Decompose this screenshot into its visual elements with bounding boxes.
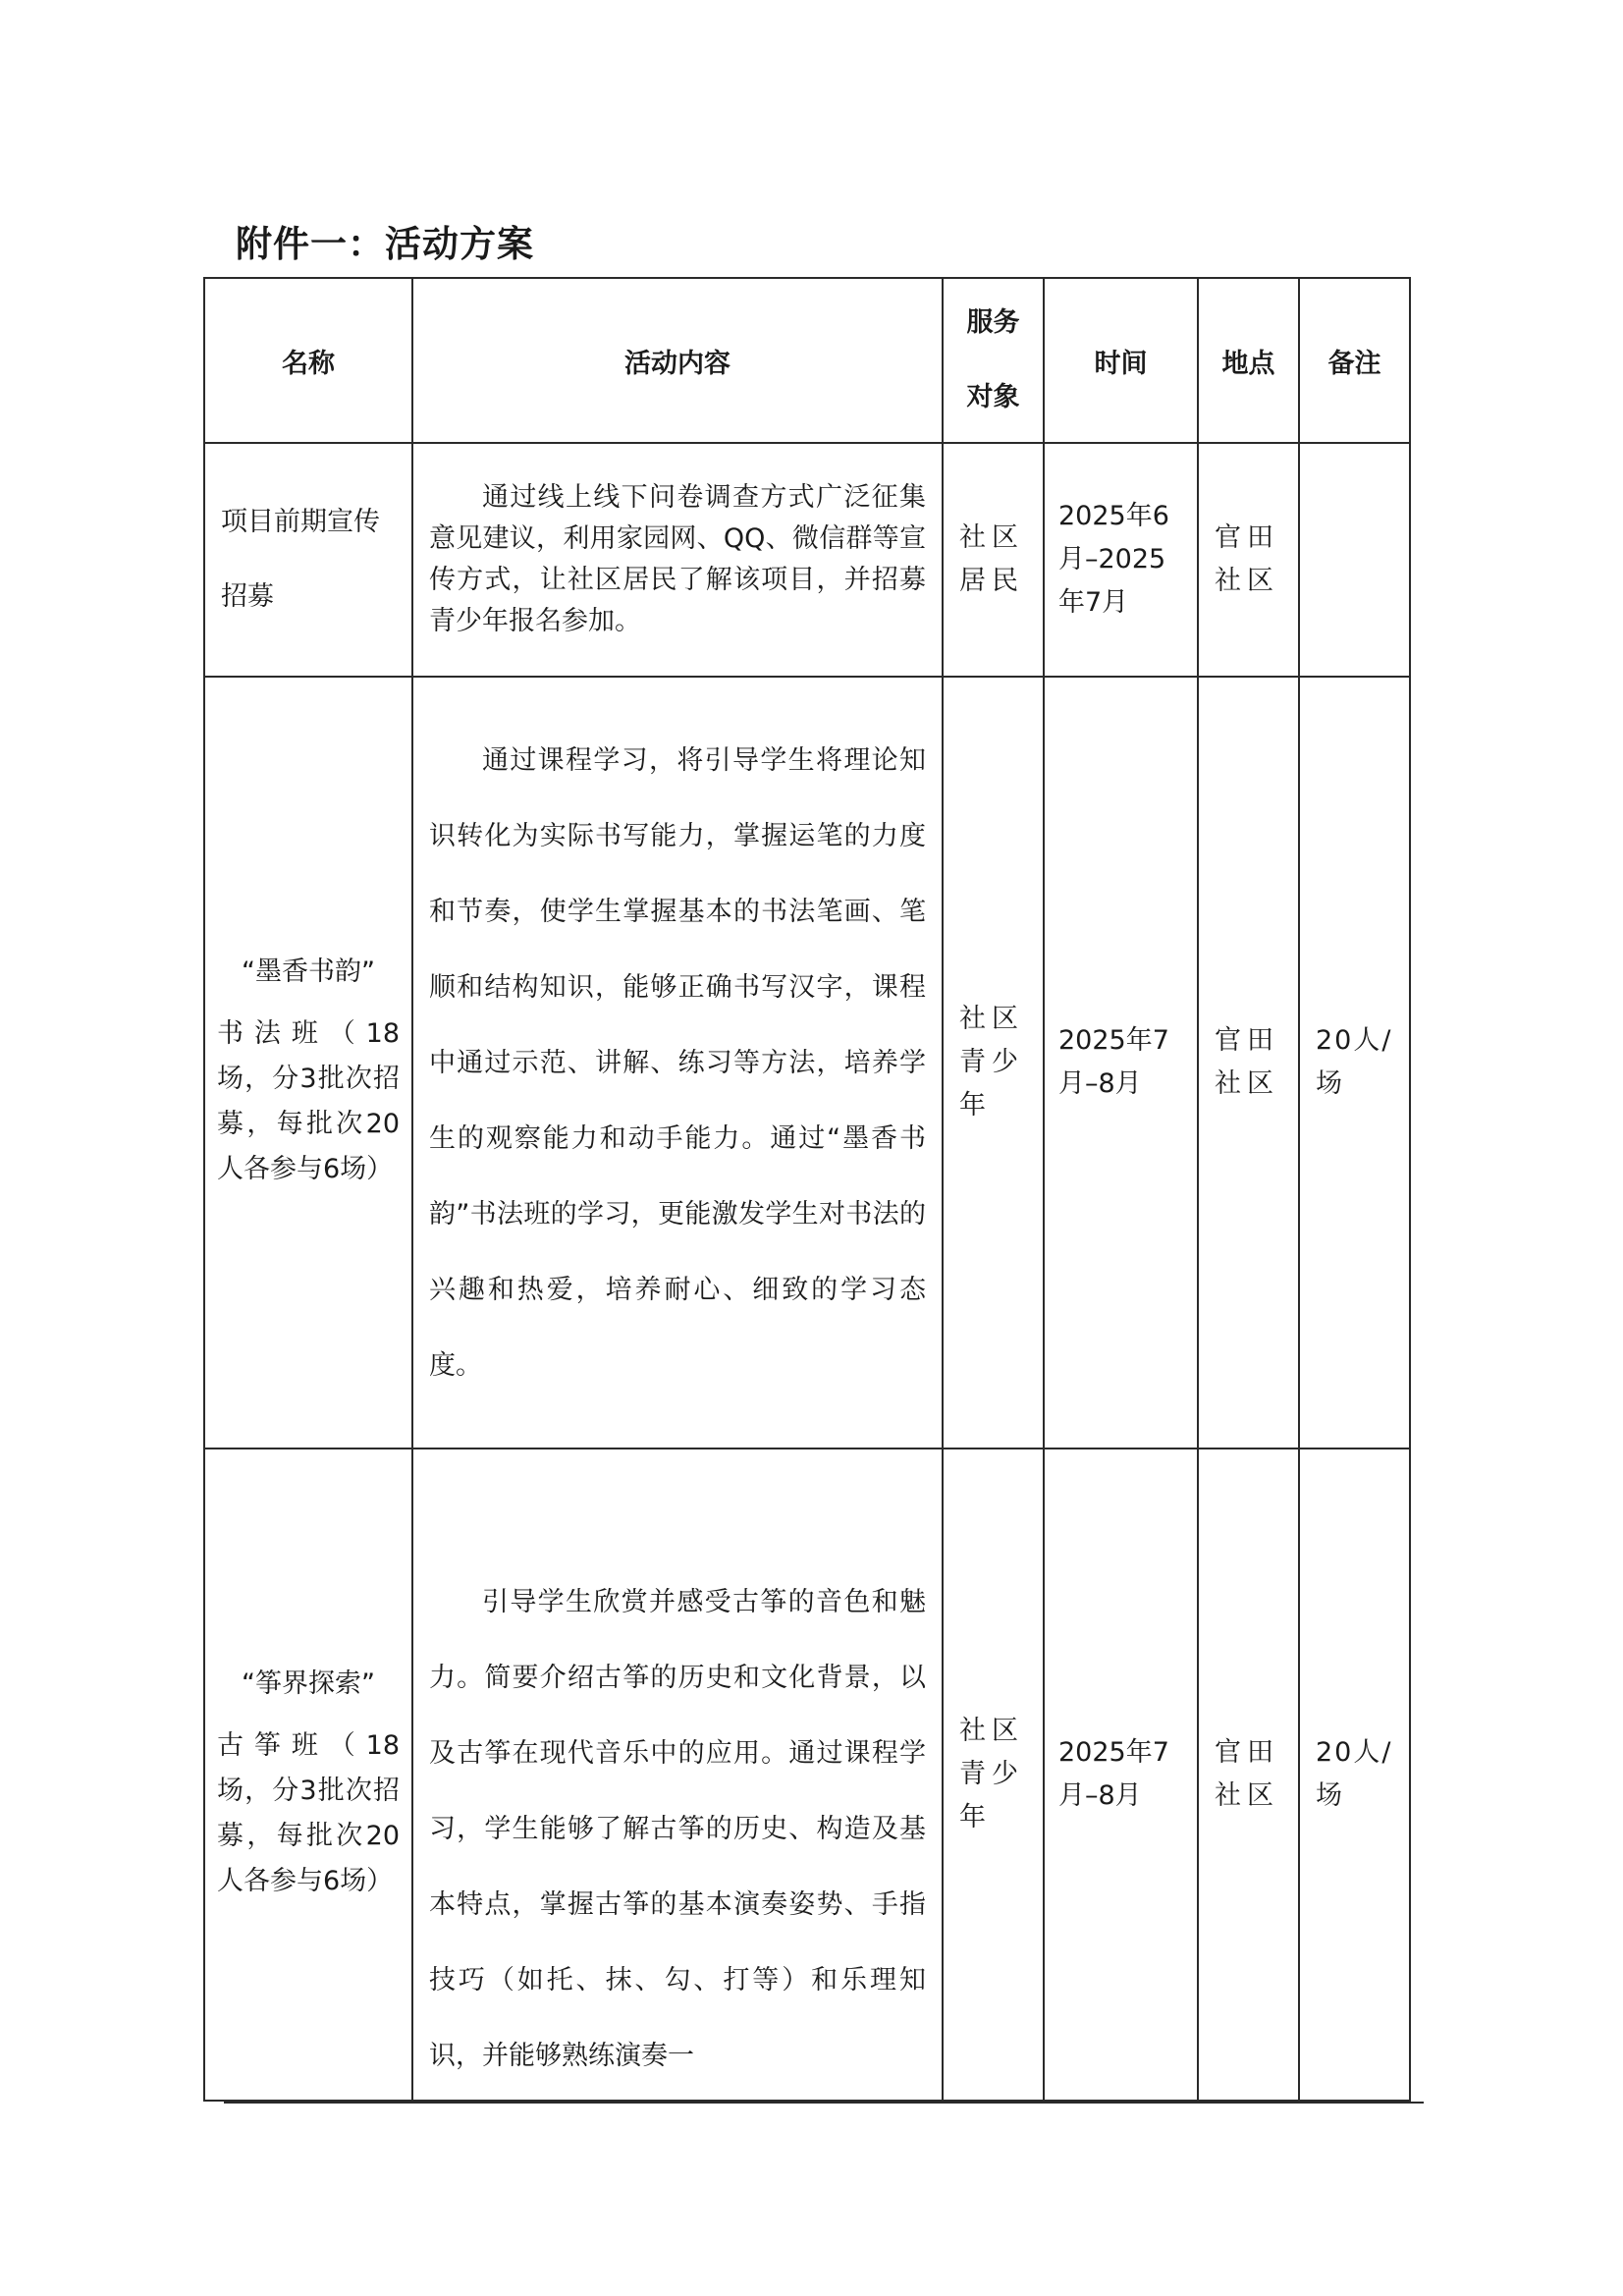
- activity-name-detail: 书法班（18场，分3批次招募，每批次20人各参与6场）: [217, 1018, 400, 1184]
- cell-time: [1044, 443, 1198, 677]
- cell-name: [204, 1449, 412, 2101]
- cell-time: [1044, 1449, 1198, 2101]
- header-time: 时间: [1044, 278, 1198, 443]
- activity-time: 2025年7月–8月: [1058, 1025, 1169, 1099]
- table-row: [204, 443, 1410, 677]
- header-place: 地点: [1198, 278, 1299, 443]
- table-header-row: [204, 278, 1410, 443]
- header-name: 名称: [204, 278, 412, 443]
- activity-name: “墨香书韵”: [242, 957, 375, 987]
- cell-target: [943, 443, 1044, 677]
- table-bottom-rule: [224, 2102, 1424, 2104]
- cell-content: [412, 677, 943, 1449]
- header-target-line2: 对象: [966, 382, 1020, 412]
- header-target-line1: 服务: [966, 307, 1020, 338]
- activity-note: 20人/场: [1316, 1025, 1393, 1099]
- table-row: [204, 677, 1410, 1449]
- activity-name-detail: 古筝班（18场，分3批次招募，每批次20人各参与6场）: [217, 1730, 400, 1896]
- activity-note: 20人/场: [1316, 1737, 1393, 1811]
- cell-note: [1299, 443, 1410, 677]
- activity-plan-table: [203, 277, 1411, 2102]
- header-content: 活动内容: [412, 278, 943, 443]
- service-target: 社区青少年: [959, 1716, 1024, 1832]
- service-target: 社区居民: [959, 522, 1024, 596]
- cell-target: [943, 677, 1044, 1449]
- cell-note: [1299, 677, 1410, 1449]
- cell-time: [1044, 677, 1198, 1449]
- activity-content: 引导学生欣赏并感受古筝的音色和魅力。简要介绍古筝的历史和文化背景，以及古筝在现代音乐中的应用。通过课程学习，学生能够了解古筝的历史、构造及基本特点，掌握古筝的基本演奏姿势、手指技巧（如托、抹、勾、打等）和乐理知识，并能够熟练演奏一: [429, 1587, 926, 2071]
- table-row: [204, 1449, 1410, 2101]
- activity-place: 官田社区: [1215, 1737, 1279, 1811]
- cell-place: [1198, 677, 1299, 1449]
- cell-place: [1198, 1449, 1299, 2101]
- activity-time: 2025年7月–8月: [1058, 1737, 1169, 1811]
- activity-time: 2025年6月–2025年7月: [1058, 501, 1169, 618]
- activity-place: 官田社区: [1215, 1025, 1279, 1099]
- cell-place: [1198, 443, 1299, 677]
- activity-content: 通过线上线下问卷调查方式广泛征集意见建议，利用家园网、QQ、微信群等宣传方式，让社区居民了解该项目，并招募青少年报名参加。: [429, 482, 926, 636]
- cell-note: [1299, 1449, 1410, 2101]
- header-target: [943, 278, 1044, 443]
- cell-target: [943, 1449, 1044, 2101]
- cell-content: [412, 1449, 943, 2101]
- cell-content: [412, 443, 943, 677]
- activity-name: “筝界探索”: [242, 1668, 375, 1699]
- cell-name: [204, 443, 412, 677]
- activity-place: 官田社区: [1215, 522, 1279, 596]
- service-target: 社区青少年: [959, 1004, 1024, 1121]
- activity-name: 项目前期宣传招募: [221, 507, 380, 612]
- page-title: 附件一：活动方案: [236, 223, 534, 265]
- cell-name: [204, 677, 412, 1449]
- header-note: 备注: [1299, 278, 1410, 443]
- activity-content: 通过课程学习，将引导学生将理论知识转化为实际书写能力，掌握运笔的力度和节奏，使学生掌握基本的书法笔画、笔顺和结构知识，能够正确书写汉字，课程中通过示范、讲解、练习等方法，培养学生的观察能力和动手能力。通过“墨香书韵”书法班的学习，更能激发学生对书法的兴趣和热爱，培养耐心、细致的学习态度。: [429, 744, 926, 1381]
